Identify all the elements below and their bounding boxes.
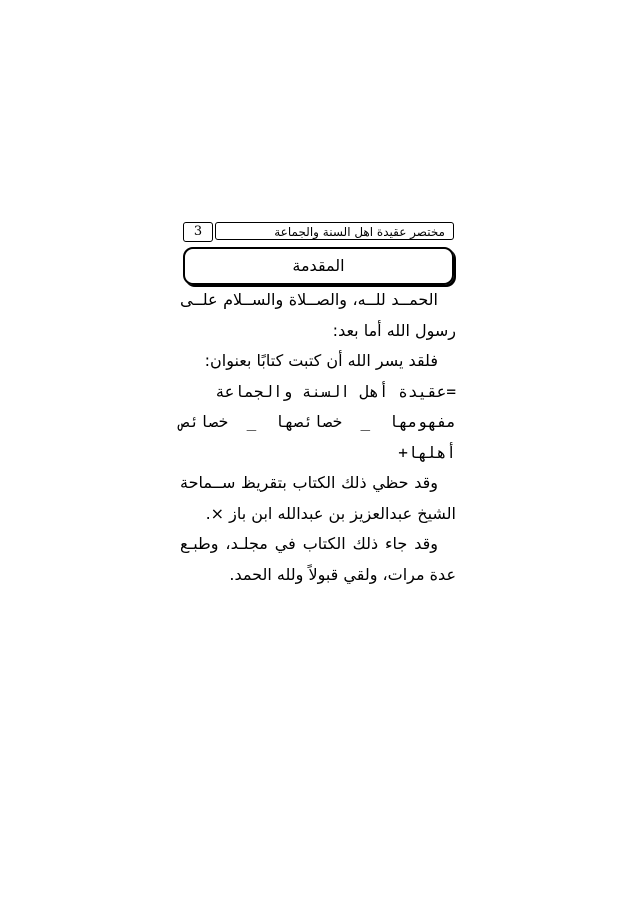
body-line: أهلها+	[398, 442, 456, 462]
body-line: مفهومها _ خصائصها _ خصائص	[180, 412, 456, 431]
body-text	[180, 285, 456, 590]
body-line: وقد جاء ذلك الكتاب في مجلـد، وطبـع	[180, 534, 438, 553]
running-header	[183, 222, 456, 242]
body-line: رسول الله أما بعد:	[332, 320, 456, 340]
page-number: 3	[183, 222, 213, 242]
body-line: فلقد يسر الله أن كتبت كتابًا بعنوان:	[204, 351, 438, 370]
body-line: عدة مرات، ولقي قبولاً ولله الحمد.	[229, 564, 456, 584]
body-line: =عقيدة أهل السنة والجماعة	[215, 381, 456, 401]
body-line: الشيخ عبدالعزيز بن عبدالله ابن باز ×.	[205, 503, 456, 523]
body-line: الحمــد للــه، والصــلاة والســلام علــى	[180, 290, 438, 309]
body-line: وقد حظي ذلك الكتاب بتقريظ ســماحة	[180, 473, 438, 492]
running-header-title: مختصر عقيدة اهل السنة والجماعة	[215, 222, 454, 240]
section-title: المقدمة	[183, 247, 454, 285]
